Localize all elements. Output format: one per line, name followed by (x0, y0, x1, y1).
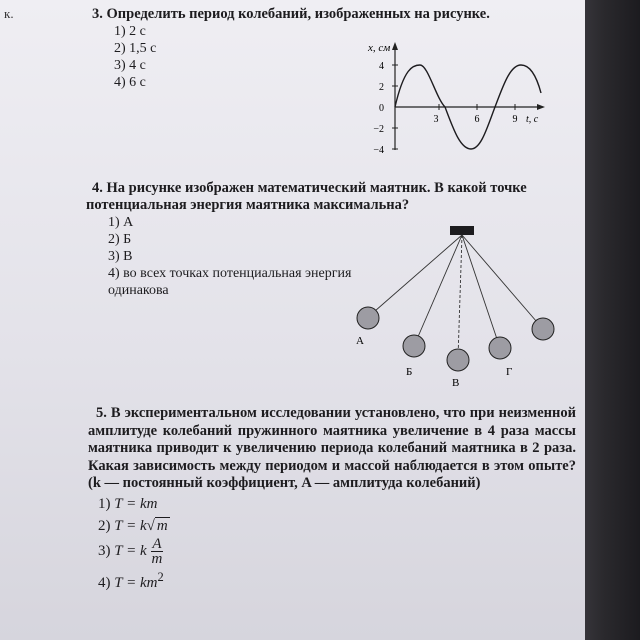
graph-y-tick-0: 0 (379, 103, 384, 114)
stray-text: к. (4, 6, 14, 21)
graph-y-tick-4: 4 (379, 61, 384, 72)
question-5-option-1: 1) T = km (98, 495, 158, 512)
formula-t-km: T = km (114, 495, 158, 512)
formula-t-k: T = k (114, 517, 147, 534)
question-5-option-4: 4) $T = km^2$ (98, 569, 164, 591)
question-4-option-2: 2) Б (108, 232, 132, 247)
question-3-option-1: 1) 2 с (114, 24, 146, 39)
question-5-option-2: 2) T = k√ m (98, 517, 168, 534)
question-5-option-3: 3) T = k $\frac{A}{m}$ (98, 535, 163, 567)
graph-x-label: t, с (526, 114, 539, 125)
graph-y-tick-2: 2 (379, 82, 384, 93)
pendulum-support (450, 226, 474, 235)
question-5-stem: 5. В экспериментальном исследовании установлено, что при неизменной амплитуде колебаний пружинного маятника увеличение в 4 раза массы маятника приводит к увеличению периода колебаний маятника в 2 раза. Какая зависимость между периодом и массой наблюдается в этом опыте? (k — постоянный коэффициент, A — амплитуда колебаний) (88, 405, 576, 491)
bob-a (357, 307, 379, 329)
question-5 (88, 405, 576, 594)
bob-extra (532, 318, 554, 340)
sqrt-sign: √ (146, 517, 155, 534)
label-a: А (356, 335, 364, 347)
graph-y-tick-neg2: −2 (373, 124, 384, 135)
formula-t-km2: T = km (114, 574, 158, 591)
question-3-option-4: 4) 6 с (114, 75, 146, 90)
label-g: Г (506, 366, 513, 378)
question-4-option-4: 4) во всех точках потенциальная энергия одинакова (108, 266, 352, 298)
graph-x-tick-9: 9 (512, 114, 518, 125)
sqrt-radicand: m (156, 517, 168, 534)
graph-x-tick-6: 6 (474, 114, 480, 125)
question-4-option-3: 3) В (108, 249, 133, 264)
graph-x-arrow (537, 104, 545, 110)
label-v: В (452, 377, 460, 389)
question-4-option-1: 1) А (108, 215, 134, 230)
formula-t-k-frac: T = k (114, 542, 147, 559)
graph-y-label: x, см (368, 42, 391, 54)
oscillation-graph (340, 38, 555, 158)
bob-g (489, 337, 511, 359)
question-3-option-2: 2) 1,5 с (114, 41, 157, 56)
bob-v (447, 349, 469, 371)
question-3-stem: 3. Определить период колебаний, изображенных на рисунке. (92, 6, 490, 22)
bob-b (403, 335, 425, 357)
graph-y-tick-neg4: −4 (373, 145, 384, 156)
graph-x-tick-3: 3 (433, 114, 439, 125)
pendulum-figure (340, 222, 575, 392)
label-b: Б (406, 366, 413, 378)
question-4-stem: 4. На рисунке изображен математический маятник. В какой точке потенциальная энергия маятника максимальна? (86, 180, 527, 213)
question-3-option-3: 3) 4 с (114, 58, 146, 73)
fraction-a-over-m: $\frac{A}{m}$ (151, 535, 163, 567)
graph-y-arrow (392, 42, 398, 50)
